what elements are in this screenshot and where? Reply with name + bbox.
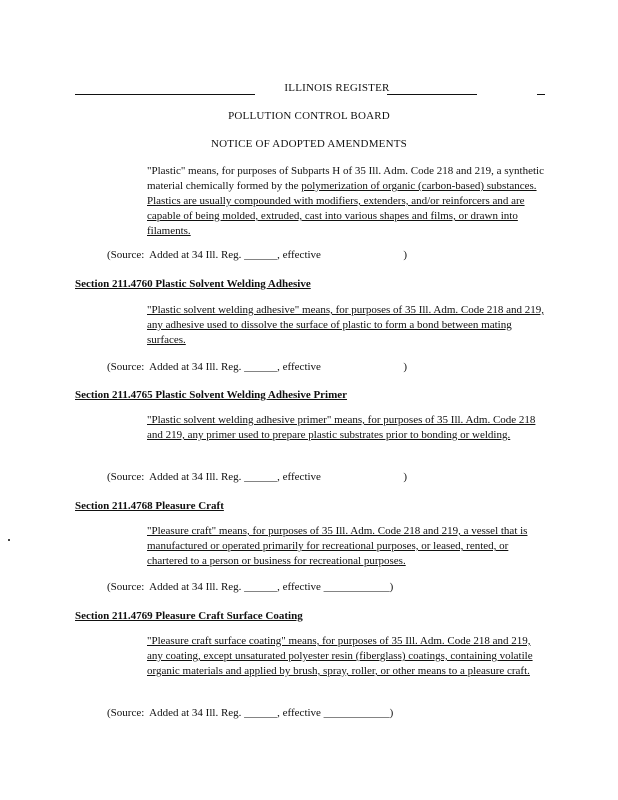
notice-title: NOTICE OF ADOPTED AMENDMENTS — [211, 138, 407, 150]
section-source-4769: (Source: Added at 34 Ill. Reg. ______, effective ____________) — [107, 707, 394, 719]
scan-speck — [8, 539, 10, 541]
section-heading-4768: Section 211.4768 Pleasure Craft — [75, 500, 224, 512]
board-title: POLLUTION CONTROL BOARD — [228, 110, 390, 122]
section-source-4768: (Source: Added at 34 Ill. Reg. ______, effective ____________) — [107, 581, 394, 593]
section-source-4760: (Source: Added at 34 Ill. Reg. ______, effective ) — [107, 361, 408, 373]
section-body-4760: "Plastic solvent welding adhesive" means, for purposes of 35 Ill. Adm. Code 218 and 219, any adhesive used to dissolve the surface of plastic to form a bond between mating surfaces. — [147, 304, 544, 346]
section-heading-4769: Section 211.4769 Pleasure Craft Surface Coating — [75, 610, 303, 622]
section-heading-4760: Section 211.4760 Plastic Solvent Welding Adhesive — [75, 278, 311, 290]
section-heading-4765: Section 211.4765 Plastic Solvent Welding Adhesive Primer — [75, 389, 348, 401]
section-body-4768: "Pleasure craft" means, for purposes of 35 Ill. Adm. Code 218 and 219, a vessel that is manufactured or operated primarily for recreational purposes, or leased, rented, or chartered to a person or business for recreational purposes. — [147, 525, 528, 567]
intro-source: (Source: Added at 34 Ill. Reg. ______, effective ) — [107, 249, 408, 261]
intro-paragraph — [147, 164, 545, 239]
section-source-4765: (Source: Added at 34 Ill. Reg. ______, effective ) — [107, 471, 408, 483]
section-body-4769: "Pleasure craft surface coating" means, for purposes of 35 Ill. Adm. Code 218 and 219, any coating, except unsaturated polyester resin (fiberglass) coatings, containing volatile organic materials and applied by brush, spray, roller, or other means to a pleasure craft. — [147, 635, 533, 677]
section-body-4765: "Plastic solvent welding adhesive primer" means, for purposes of 35 Ill. Adm. Code 218 and 219, any primer used to prepare plastic substrates prior to bonding or welding. — [147, 414, 536, 441]
intro-text-plain: "Plastic" means, for purposes of Subparts H of 35 Ill. Adm. Code 218 and 219, a synthetic material chemically formed by the — [147, 165, 544, 192]
intro-text-underlined: polymerization of organic (carbon-based) substances. Plastics are usually compounded with modifiers, extenders, and/or reinforcers and are capable of being molded, extruded, cast into various shapes and films, or drawn into filaments. — [147, 180, 537, 237]
register-title: ILLINOIS REGISTER — [284, 82, 390, 94]
